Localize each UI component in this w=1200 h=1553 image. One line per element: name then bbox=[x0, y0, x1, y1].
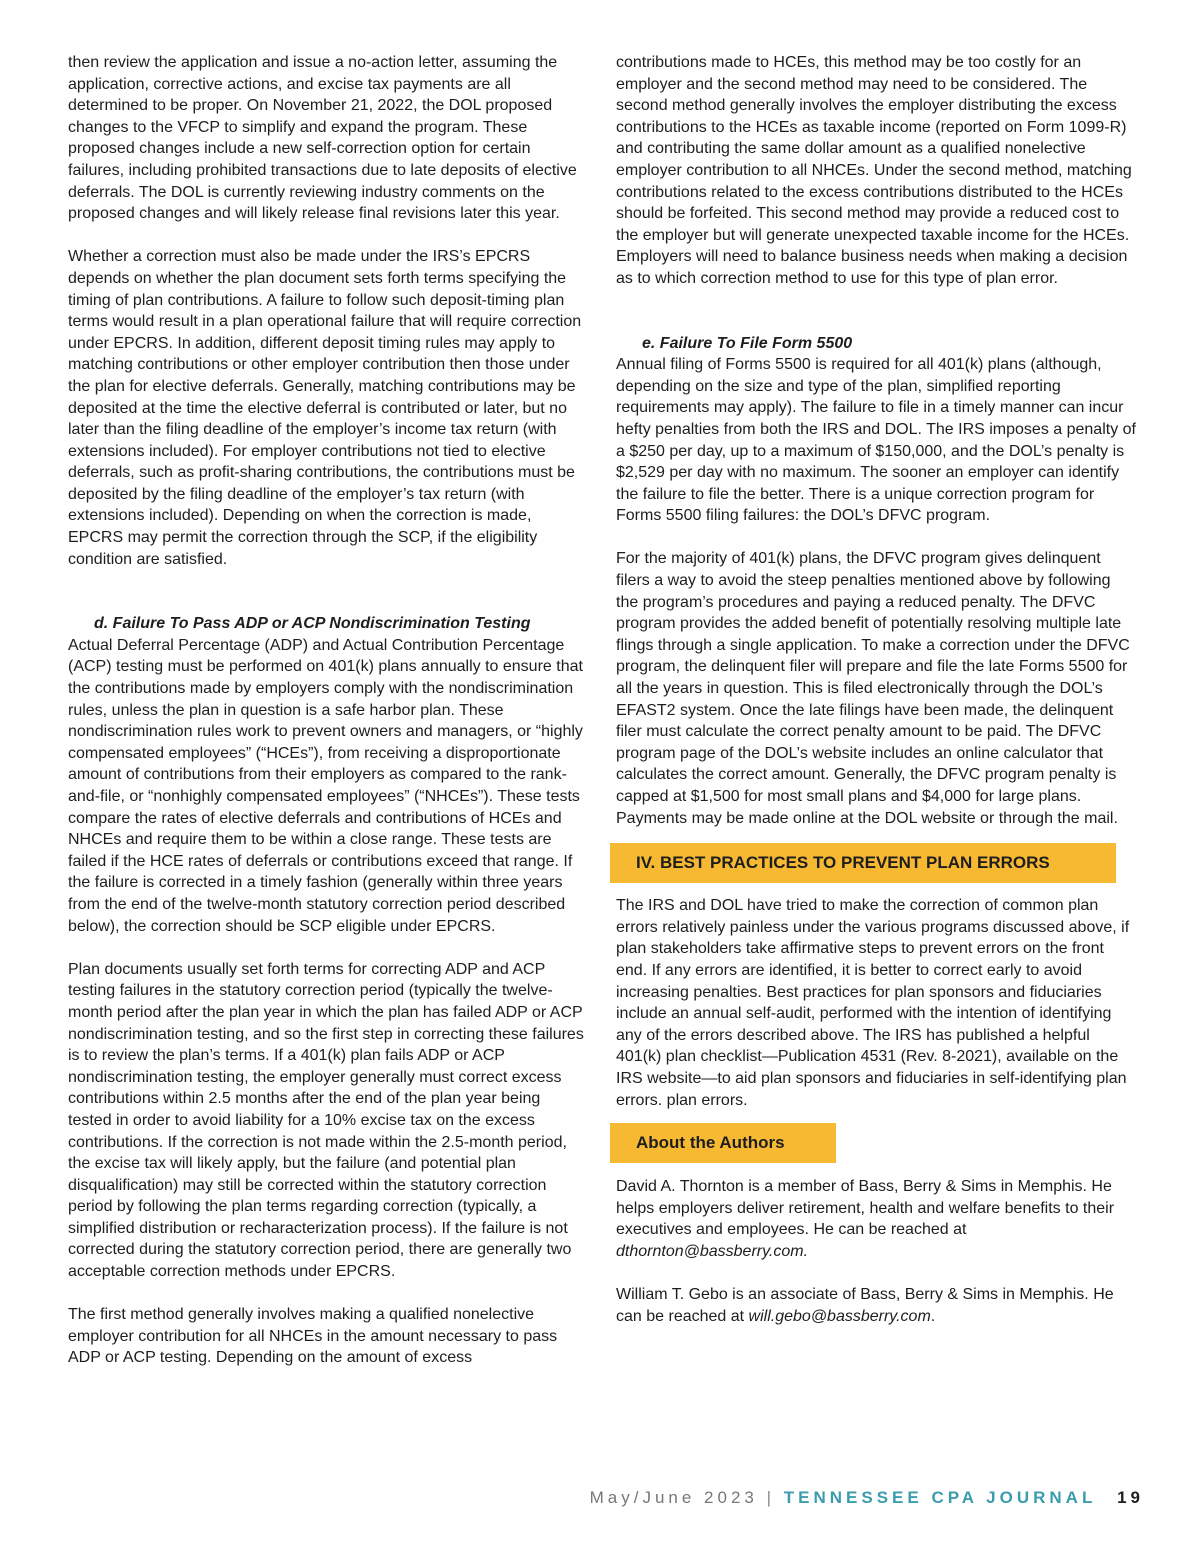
paragraph: The first method generally involves making a qualified nonelective employer contribution for all NHCEs in the amount necessary to pass ADP or ACP testing. Depending on the amount of excess bbox=[68, 1306, 558, 1367]
author-bio-thornton bbox=[616, 1176, 1136, 1262]
paragraph: The IRS and DOL have tried to make the correction of common plan errors relatively painless under the various programs discussed above, if plan stakeholders take affirmative steps to prevent errors on the front end. If any errors are identified, it is better to correct early to avoid increasing penalties. Best practices for plan sponsors and fiduciaries include an annual self-audit, performed with the intention of identifying any of the errors described above. The IRS has published a helpful 401(k) plan checklist—Publication 4531 (Rev. 8-2021), available on the IRS website—to aid plan sponsors and fiduciaries in self-identifying plan errors. plan errors. bbox=[616, 897, 1130, 1109]
author-bio-text: David A. Thornton is a member of Bass, Berry & Sims in Memphis. He helps employers deliver retirement, health and welfare benefits to their executives and employees. He can be reached at bbox=[616, 1178, 1115, 1239]
left-column bbox=[68, 52, 584, 1369]
page-number: 19 bbox=[1117, 1488, 1144, 1507]
paragraph: Plan documents usually set forth terms for correcting ADP and ACP testing failures in the statutory correction period (typically the twelve-month period after the plan year in which the plan has failed ADP or ACP nondiscrimination testing, and so the first step in correcting these failures is to review the plan’s terms. If a 401(k) plan fails ADP or ACP nondiscrimination testing, the employer generally must correct excess contributions within 2.5 months after the end of the plan year being tested in order to avoid liability for a 10% excise tax on the excess contributions. If the correction is not made within the 2.5-month period, the excise tax will likely apply, but the failure (and potential plan disqualification) may still be corrected within the statutory correction period by following the plan terms regarding correction (typically, a simplified distribution or recharacterization process). If the failure is not corrected during the statutory correction period, there are generally two acceptable correction methods under EPCRS. bbox=[68, 960, 584, 1281]
paragraph: contributions made to HCEs, this method may be too costly for an employer and the second method may need to be considered. The second method generally involves the employer distributing the excess contributions to the HCEs as taxable income (reported on Form 1099-R) and contributing the same dollar amount as a qualified nonelective employer contribution to all NHCEs. Under the second method, matching contributions related to the excess contributions distributed to the HCEs should be forfeited. This second method may provide a reduced cost to the employer but will generate unexpected taxable income for the HCEs. Employers will need to balance business needs when making a decision as to which correction method to use for this type of plan error. bbox=[616, 54, 1132, 287]
author-bio-gebo bbox=[616, 1284, 1136, 1327]
about-authors-heading: About the Authors bbox=[610, 1123, 836, 1163]
author-email-link[interactable]: will.gebo@bassberry.com bbox=[748, 1307, 931, 1325]
paragraph: For the majority of 401(k) plans, the DFVC program gives delinquent filers a way to avoid the steep penalties mentioned above by following the program’s procedures and paying a reduced penalty. The DFVC program provides the added benefit of potentially resolving multiple late flings through a single application. To make a correction under the DFVC program, the delinquent filer will prepare and file the late Forms 5500 for all the years in question. This is filed electronically through the DOL’s EFAST2 system. Once the late filings have been made, the delinquent filer must calculate the correct penalty amount to be paid. The DFVC program page of the DOL’s website includes an online calculator that calculates the correct amount. Generally, the DFVC program penalty is capped at $1,500 for most small plans and $4,000 for large plans. Payments may be made online at the DOL website or through the mail. bbox=[616, 550, 1130, 827]
paragraph: Annual filing of Forms 5500 is required for all 401(k) plans (although, depending on the size and type of the plan, simplified reporting requirements may apply). The failure to file in a timely manner can incur hefty penalties from both the IRS and DOL. The IRS imposes a penalty of a $250 per day, up to a maximum of $150,000, and the DOL’s penalty is $2,529 per day with no maximum. The sooner an employer can identify the failure to file the better. There is a unique correction program for Forms 5500 filing failures: the DOL’s DFVC program. bbox=[616, 356, 1136, 525]
page-footer bbox=[0, 1488, 1144, 1508]
paragraph: Actual Deferral Percentage (ADP) and Actual Contribution Percentage (ACP) testing must be performed on 401(k) plans annually to ensure that the contributions made by employers comply with the nondiscrimination rules, unless the plan in question is a safe harbor plan. These nondiscrimination rules work to prevent owners and managers, or “highly compensated employees” (“HCEs”), from receiving a disproportionate amount of contributions from their employers as compared to the rank-and-file, or “nonhighly compensated employees” (“NHCEs”). These tests compare the rates of elective deferrals and contributions of HCEs and NHCEs and require them to be within a close range. These tests are failed if the HCE rates of deferrals or contributions exceed that range. If the failure is corrected in a timely fashion (generally within three years from the end of the twelve-month statutory correction period described below), the correction should be SCP eligible under EPCRS. bbox=[68, 636, 583, 935]
subheading-form-5500: e. Failure To File Form 5500 bbox=[642, 334, 853, 352]
author-bio-text: William T. Gebo is an associate of Bass, Berry & Sims in Memphis. He can be reached at bbox=[616, 1286, 1114, 1325]
subheading-adp-acp: d. Failure To Pass ADP or ACP Nondiscrimination Testing bbox=[94, 615, 531, 633]
right-column bbox=[616, 52, 1136, 1327]
footer-separator: | bbox=[766, 1488, 776, 1507]
issue-date: May/June 2023 bbox=[589, 1488, 758, 1507]
author-email-link[interactable]: dthornton@bassberry.com. bbox=[616, 1242, 809, 1260]
bio-period: . bbox=[930, 1307, 936, 1325]
journal-title: TENNESSEE CPA JOURNAL bbox=[783, 1488, 1097, 1507]
paragraph: Whether a correction must also be made under the IRS’s EPCRS depends on whether the plan document sets forth terms specifying the timing of plan contributions. A failure to follow such deposit-timing plan terms would result in a plan operational failure that will require correction under EPCRS. In addition, different deposit timing rules may apply to matching contributions or other employer contribution then those under the plan for elective deferrals. Generally, matching contributions may be deposited at the time the elective deferral is contributed or later, but no later than the filing deadline of the employer’s income tax return (with extensions included). For employer contributions not tied to elective deferrals, such as profit-sharing contributions, the contributions must be deposited by the filing deadline of the employer’s tax return (with extensions included). Depending on when the correction is made, EPCRS may permit the correction through the SCP, if the eligibility condition are satisfied. bbox=[68, 248, 582, 568]
paragraph: then review the application and issue a no-action letter, assuming the application, corrective actions, and excise tax payments are all determined to be proper. On November 21, 2022, the DOL proposed changes to the VFCP to simplify and expand the program. These proposed changes include a new self-correction option for certain failures, including prohibited transactions due to late deposits of elective deferrals. The DOL is currently reviewing industry comments on the proposed changes and will likely release final revisions later this year. bbox=[68, 54, 577, 223]
section-heading-best-practices: IV. BEST PRACTICES TO PREVENT PLAN ERRORS bbox=[610, 843, 1116, 883]
